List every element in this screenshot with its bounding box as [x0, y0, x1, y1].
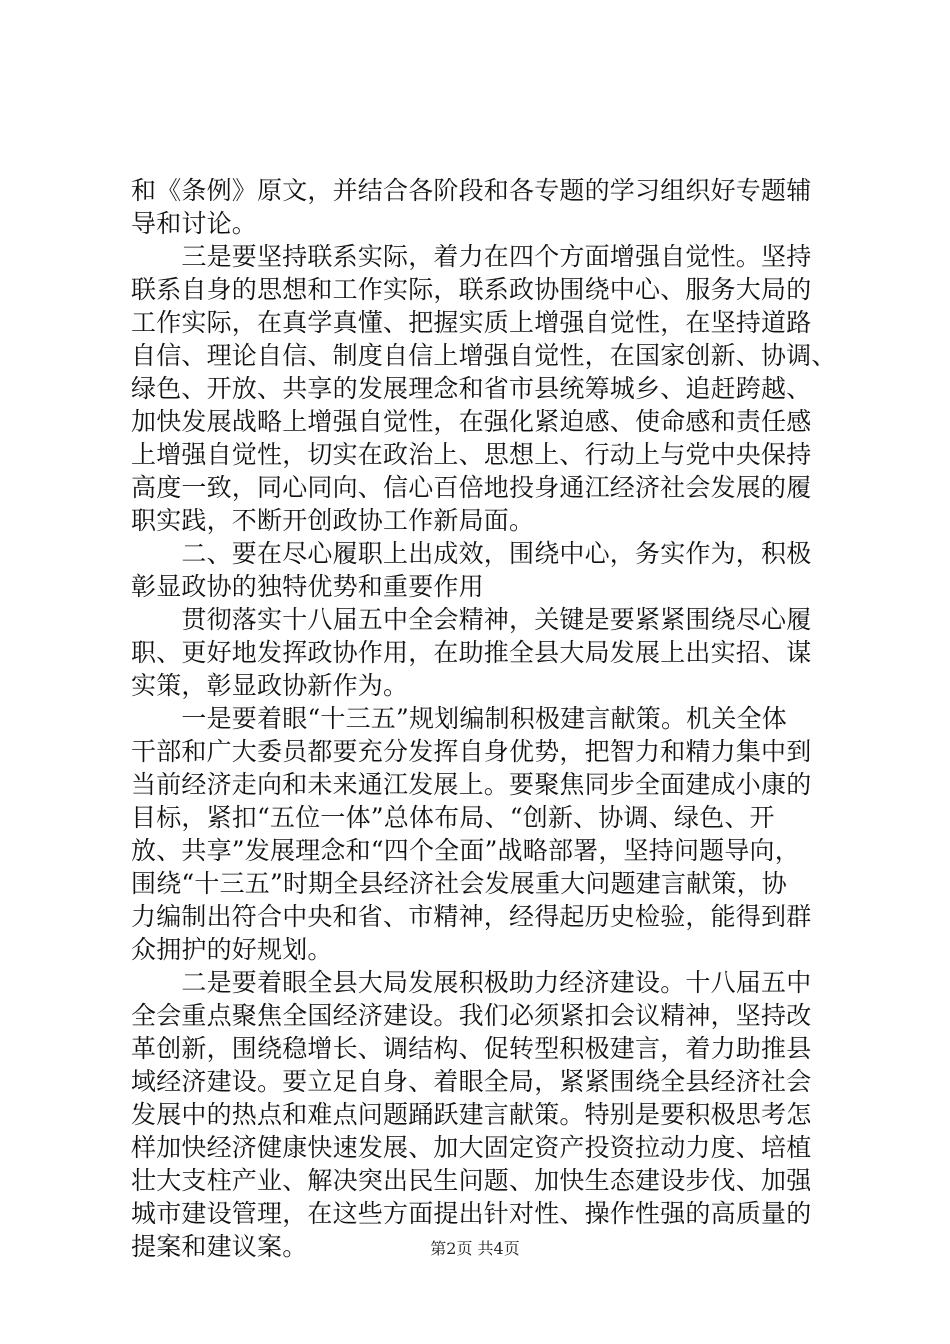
page-number-label: 第2页 共4页 [430, 1239, 520, 1258]
page-footer [0, 1239, 950, 1259]
document-body [131, 174, 851, 1263]
text-line: 当前经济走向和未来通江发展上。要聚焦同步全面建成小康的 [131, 770, 812, 799]
text-line: 上增强自觉性，切实在政治上、思想上、行动上与党中央保持 [131, 440, 812, 469]
text-line: 提案和建议案。 [131, 1232, 308, 1261]
text-line: 加快发展战略上增强自觉性，在强化紧迫感、使命感和责任感 [131, 407, 812, 436]
text-line: 干部和广大委员都要充分发挥自身优势，把智力和精力集中到 [131, 737, 812, 766]
text-line: 彰显政协的独特优势和重要作用 [131, 572, 484, 601]
text-line: 全会重点聚焦全国经济建设。我们必须紧扣会议精神，坚持改 [131, 1001, 812, 1030]
text-line: 高度一致，同心同向、信心百倍地投身通江经济社会发展的履 [131, 473, 812, 502]
text-line: 自信、理论自信、制度自信上增强自觉性，在国家创新、协调、 [131, 341, 837, 370]
text-line: 贯彻落实十八届五中全会精神，关键是要紧紧围绕尽心履 [131, 605, 812, 634]
text-line: 绿色、开放、共享的发展理念和省市县统筹城乡、追赶跨越、 [131, 374, 812, 403]
text-line: 发展中的热点和难点问题踊跃建言献策。特别是要积极思考怎 [131, 1100, 812, 1129]
text-line: 围绕“十三五”时期全县经济社会发展重大问题建言献策，协 [131, 869, 787, 898]
text-line: 工作实际，在真学真懂、把握实质上增强自觉性，在坚持道路 [131, 308, 812, 337]
text-line: 和《条例》原文，并结合各阶段和各专题的学习组织好专题辅 [131, 176, 812, 205]
text-line: 域经济建设。要立足自身、着眼全局，紧紧围绕全县经济社会 [131, 1067, 812, 1096]
text-line: 一是要着眼“十三五”规划编制积极建言献策。机关全体 [131, 704, 787, 733]
text-line: 样加快经济健康快速发展、加大固定资产投资拉动力度、培植 [131, 1133, 812, 1162]
text-line: 三是要坚持联系实际，着力在四个方面增强自觉性。坚持 [131, 242, 812, 271]
text-line: 联系自身的思想和工作实际，联系政协围绕中心、服务大局的 [131, 275, 812, 304]
text-line: 二、要在尽心履职上出成效，围绕中心，务实作为，积极 [131, 539, 812, 568]
text-line: 众拥护的好规划。 [131, 935, 333, 964]
text-line: 二是要着眼全县大局发展积极助力经济建设。十八届五中 [131, 968, 812, 997]
text-line: 城市建设管理，在这些方面提出针对性、操作性强的高质量的 [131, 1199, 812, 1228]
text-line: 职实践，不断开创政协工作新局面。 [131, 506, 535, 535]
text-line: 实策，彰显政协新作为。 [131, 671, 409, 700]
text-line: 放、共享”发展理念和“四个全面”战略部署，坚持问题导向， [131, 836, 800, 865]
text-line: 革创新，围绕稳增长、调结构、促转型积极建言，着力助推县 [131, 1034, 812, 1063]
text-line: 壮大支柱产业、解决突出民生问题、加快生态建设步伐、加强 [131, 1166, 812, 1195]
text-line: 导和讨论。 [131, 209, 258, 238]
text-line: 目标，紧扣“五位一体”总体布局、“创新、协调、绿色、开 [131, 803, 775, 832]
text-line: 力编制出符合中央和省、市精神，经得起历史检验，能得到群 [131, 902, 812, 931]
text-line: 职、更好地发挥政协作用，在助推全县大局发展上出实招、谋 [131, 638, 812, 667]
